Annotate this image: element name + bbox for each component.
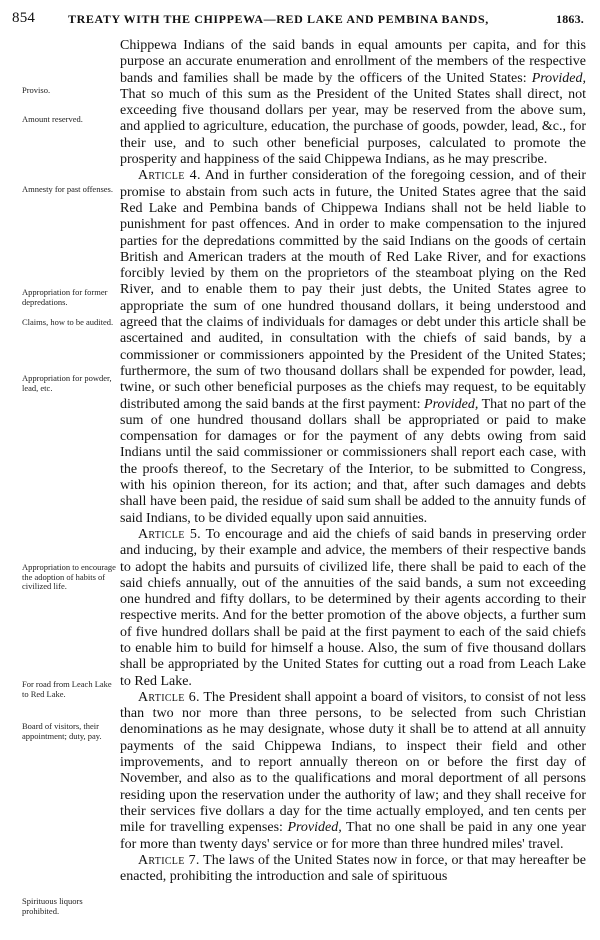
- margin-note-road: For road from Leach Lake to Red Lake.: [22, 679, 112, 699]
- margin-note-civilized-life: Appropriation to encourage the adoption of habits of civilized life.: [22, 562, 116, 591]
- margin-note-spirituous-liquors: Spirituous liquors prohibited.: [22, 896, 83, 916]
- article-label: Article 6.: [138, 689, 200, 705]
- paragraph-continuation: Chippewa Indians of the said bands in equal amounts per capita, and for this purpose an accurate enumeration and enrollment of the members of the respective bands and families shall be made by the officers of the United States: Provided, That so much of this sum as the President of the United States shall direct, not exceeding five thousand dollars per year, may be reserved from the above sum, and applied to agriculture, education, the purchase of goods, powder, lead, &c., for their use, and to such other beneficial purposes, calculated to promote the prosperity and happiness of the said Chippewa Indians, as he may prescribe.: [120, 38, 586, 168]
- header-year: 1863.: [556, 12, 584, 26]
- article-label: Article 7.: [138, 852, 200, 868]
- page-number: 854: [12, 10, 36, 26]
- running-title: TREATY WITH THE CHIPPEWA—RED LAKE AND PEMBINA BANDS,: [68, 12, 489, 26]
- margin-note-amnesty: Amnesty for past offenses.: [22, 184, 113, 194]
- article-6: Article 6. The President shall appoint a board of visitors, to consist of not less than two nor more than three persons, to be selected from such Christian denominations as he may designate, whose duty it shall be to attend at all annuity payments of the said Chippewa Indians, to inspect their field and other improvements, and to report annually thereon on or before the first day of November, and also as to the qualifications and moral deportment of all persons residing upon the reservation under the authority of law; and they shall receive for their services five dollars a day for the time actually employed, and ten cents per mile for travelling expenses: Provided, That no one shall be paid in any one year for more than twenty days' service or for more than three hundred miles' travel.: [120, 689, 586, 852]
- margin-note-proviso: Proviso.: [22, 85, 51, 95]
- article-7: Article 7. The laws of the United States now in force, or that may hereafter be enacted, prohibiting the introduction and sale of spirituous: [120, 852, 586, 885]
- margin-note-board-of-visitors: Board of visitors, their appointment; duty, pay.: [22, 721, 102, 741]
- margin-note-powder-lead: Appropriation for powder, lead, etc.: [22, 373, 112, 393]
- margin-note-amount-reserved: Amount reserved.: [22, 114, 83, 124]
- article-4: Article 4. And in further consideration of the foregoing cession, and of their promise to abstain from such acts in future, the United States agree that the said Red Lake and Pembina bands of Chippewa Indians shall not be held liable to punishment for past offences. And in order to make compensation to the injured parties for the depredations committed by the said Indians on the goods of certain British and American traders at the mouth of Red Lake River, and for exactions forcibly levied by them on the proprietors of the steamboat plying on the Red River, and to enable them to pay their just debts, the United States agree to appropriate the sum of one hundred thousand dollars, it being understood and agreed that the claims of individuals for damages or debt under this article shall be ascertained and audited, in consultation with the chiefs of said bands, by a commissioner or commissioners appointed by the President of the United States; furthermore, the sum of two thousand dollars shall be expended for powder, lead, twine, or such other beneficial purposes as the chiefs may request, to be equitably distributed among the said bands at the first payment: Provided, That no part of the sum of one hundred thousand dollars shall be appropriated or paid to make compensation for damages or for the payment of any debts owing from said Indians until the said commissioner or commissioners shall report each case, with the proofs thereof, to the Secretary of the Interior, to be submitted to Congress, with his opinion thereon, for its action; and that, after such damages and debts shall have been paid, the residue of said sum shall be added to the annuity funds of said Indians, to be divided equally upon said annuities.: [120, 168, 586, 526]
- margin-note-former-depredations: Appropriation for former depredations.: [22, 287, 108, 307]
- margin-note-claims-audited: Claims, how to be audited.: [22, 317, 114, 327]
- article-label: Article 4.: [138, 168, 201, 184]
- page-header: [8, 10, 592, 32]
- article-label: Article 5.: [138, 526, 201, 542]
- treaty-body: [120, 38, 586, 885]
- article-5: Article 5. To encourage and aid the chiefs of said bands in preserving order and inducing, by their example and advice, the members of their respective bands to adopt the habits and pursuits of civilized life, there shall be paid to each of the said chiefs annually, out of the annuities of the said bands, a sum not exceeding one hundred and fifty dollars, to be determined by their agents according to their respective merits. And for the better promotion of the above objects, a further sum of five hundred dollars shall be paid at the first payment to each of the said chiefs to enable him to build for himself a house. Also, the sum of five thousand dollars shall be appropriated by the United States for cutting out a road from Leach Lake to Red Lake.: [120, 526, 586, 689]
